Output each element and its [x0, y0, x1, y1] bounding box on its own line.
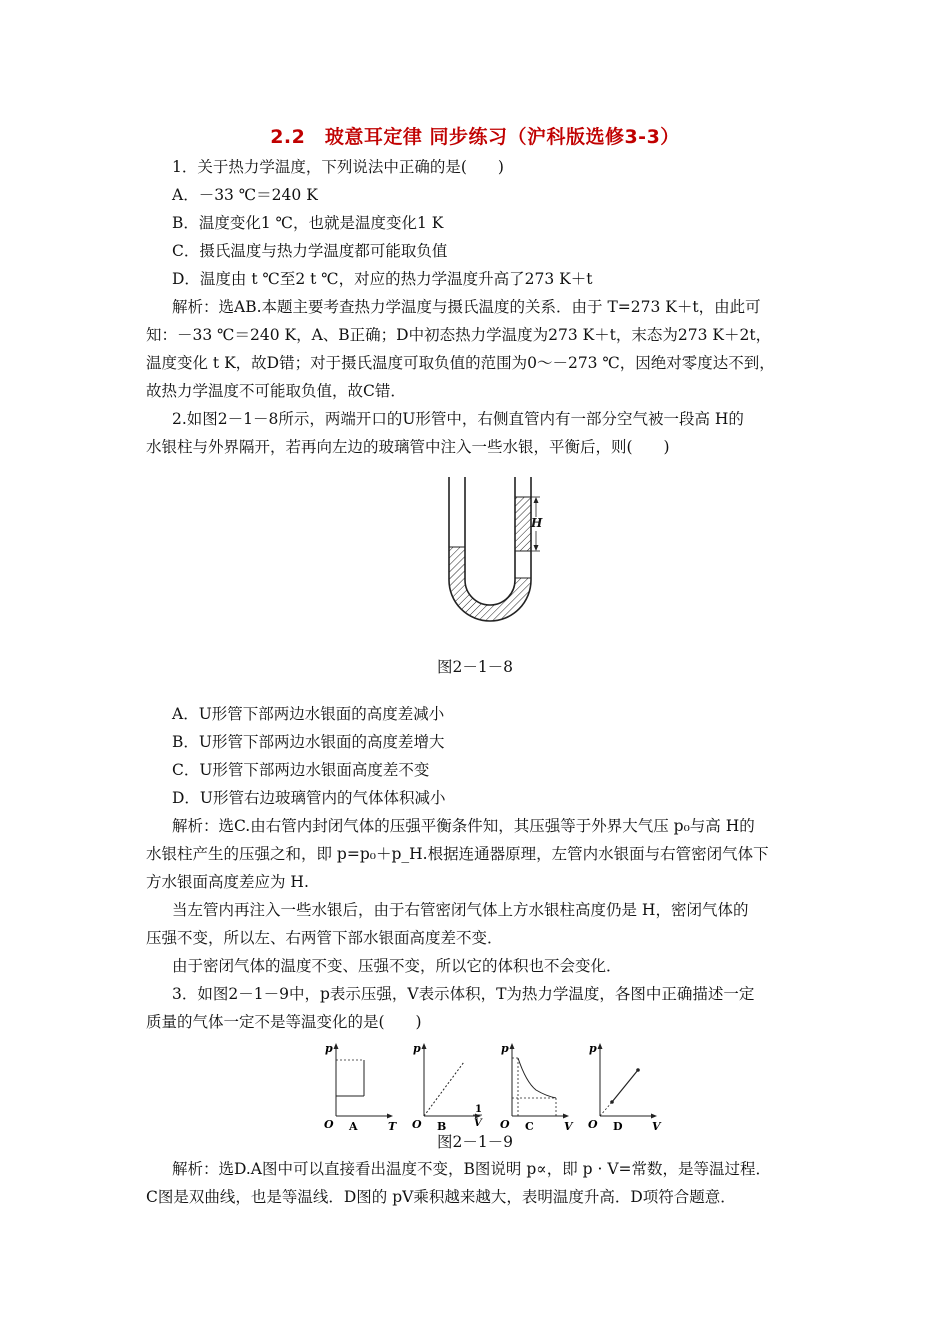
q1-stem: 1．关于热力学温度，下列说法中正确的是( ) — [172, 158, 504, 176]
graph-b-x-bot: V — [474, 1118, 482, 1129]
q3-analysis-line: 解析：选D.A图中可以直接看出温度不变，B图说明 p∝，即 p · V=常数，是等温过程． — [172, 1160, 772, 1178]
q2-analysis-line: 由于密闭气体的温度不变、压强不变，所以它的体积也不会变化． — [172, 957, 622, 975]
q2-analysis-line: 解析：选C.由右管内封闭气体的压强平衡条件知，其压强等于外界大气压 p₀与高 H的 — [172, 817, 755, 835]
graph-b-x-top: 1 — [475, 1104, 482, 1115]
q2-analysis-line: 水银柱产生的压强之和，即 p=p₀＋p_H.根据连通器原理，左管内水银面与右管密闭气体下 — [146, 845, 769, 863]
graph-b-y-label: p — [413, 1042, 421, 1055]
graph-c — [492, 1040, 576, 1130]
graph-a-origin: O — [324, 1118, 334, 1130]
graph-c-origin: O — [500, 1118, 510, 1130]
graph-b — [404, 1040, 488, 1130]
graph-a-y-label: p — [325, 1042, 333, 1055]
q3-analysis-line: C图是双曲线，也是等温线．D图的 pV乘积越来越大，表明温度升高．D项符合题意． — [146, 1188, 736, 1206]
graph-c-y-label: p — [501, 1042, 509, 1055]
q1-option-d: D．温度由 t ℃至2 t ℃，对应的热力学温度升高了273 K＋t — [172, 270, 593, 288]
page-title: 2.2 玻意耳定律 同步练习（沪科版选修3-3） — [270, 126, 680, 148]
q2-option-d: D．U形管右边玻璃管内的气体体积减小 — [172, 789, 446, 807]
graph-a-letter: A — [349, 1120, 358, 1130]
q3-stem-line: 3．如图2－1－9中，p表示压强，V表示体积，T为热力学温度，各图中正确描述一定 — [172, 985, 755, 1003]
figure-caption: 图2－1－9 — [436, 1133, 514, 1151]
u-tube-h-label: H — [531, 516, 543, 530]
graph-d-letter: D — [613, 1120, 623, 1130]
q2-stem-line: 水银柱与外界隔开，若再向左边的玻璃管中注入一些水银，平衡后，则( ) — [146, 438, 670, 456]
graph-a — [316, 1040, 400, 1130]
figure-caption: 图2－1－8 — [436, 658, 514, 676]
graph-d-origin: O — [588, 1118, 598, 1130]
graph-d — [580, 1040, 664, 1130]
q2-option-a: A．U形管下部两边水银面的高度差减小 — [172, 705, 445, 723]
u-tube-figure — [440, 475, 550, 645]
q1-option-b: B．温度变化1 ℃，也就是温度变化1 K — [172, 214, 444, 232]
q1-analysis-line: 故热力学温度不可能取负值，故C错． — [146, 382, 406, 400]
q1-option-c: C．摄氏温度与热力学温度都可能取负值 — [172, 242, 448, 260]
q2-analysis-line: 压强不变，所以左、右两管下部水银面高度差不变． — [146, 929, 503, 947]
graph-d-y-label: p — [589, 1042, 597, 1055]
q3-stem-line: 质量的气体一定不是等温变化的是( ) — [146, 1013, 422, 1031]
q2-analysis-line: 当左管内再注入一些水银后，由于右管密闭气体上方水银柱高度仍是 H，密闭气体的 — [172, 901, 749, 919]
q2-option-b: B．U形管下部两边水银面的高度差增大 — [172, 733, 445, 751]
graph-c-letter: C — [525, 1120, 534, 1130]
q2-stem-line: 2.如图2－1－8所示，两端开口的U形管中，右侧直管内有一部分空气被一段高 H的 — [172, 410, 744, 428]
q1-analysis-line: 解析：选AB.本题主要考查热力学温度与摄氏温度的关系．由于 T=273 K＋t，由此可 — [172, 298, 761, 316]
graph-b-letter: B — [437, 1120, 447, 1130]
graph-a-x-label: T — [388, 1120, 397, 1130]
q2-option-c: C．U形管下部两边水银面高度差不变 — [172, 761, 430, 779]
graph-d-x-label: V — [652, 1120, 661, 1130]
graph-b-origin: O — [412, 1118, 422, 1130]
graph-c-x-label: V — [564, 1120, 573, 1130]
q2-analysis-line: 方水银面高度差应为 H. — [146, 873, 309, 891]
q1-analysis-line: 知：－33 ℃＝240 K，A、B正确；D中初态热力学温度为273 K＋t，末态为273 K＋2t， — [146, 326, 772, 344]
q1-analysis-line: 温度变化 t K，故D错；对于摄氏温度可取负值的范围为0～－273 ℃，因绝对零度达不到， — [146, 354, 775, 372]
q1-option-a: A．－33 ℃＝240 K — [172, 186, 318, 204]
